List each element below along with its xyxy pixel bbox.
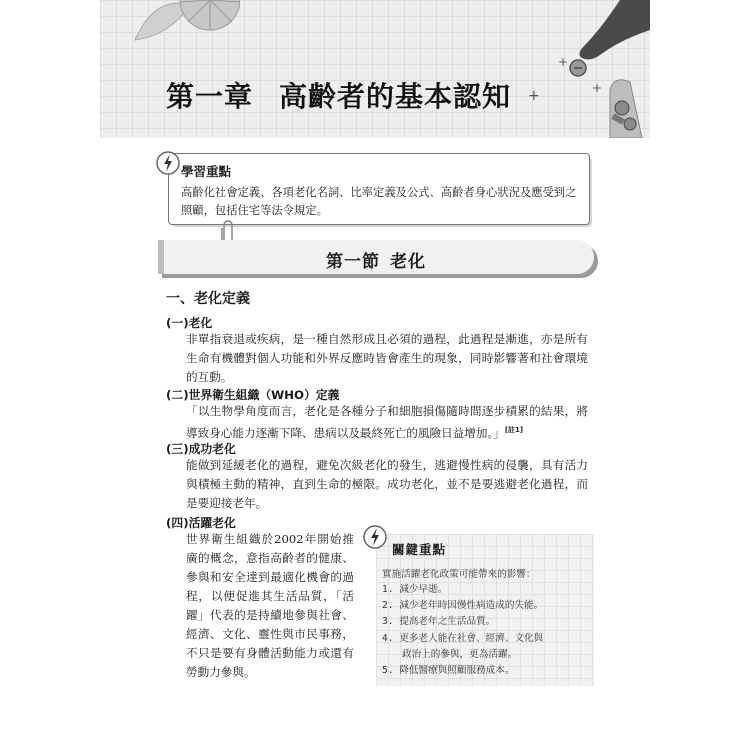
list-item: 1. 減少早逝。 <box>382 584 448 595</box>
list-item: 4. 更多老人能在社會、經濟、文化與 <box>382 632 544 644</box>
section-bar <box>158 240 594 274</box>
lightning-icon <box>155 150 181 176</box>
svg-text:+: + <box>528 88 540 104</box>
list-item: 5. 降低醫療與照顧服務成本。 <box>382 665 515 677</box>
section-number: 第一節 <box>326 252 380 272</box>
keypoints-heading: 關鍵重點 <box>392 542 447 557</box>
article-heading: 一、老化定義 <box>166 291 250 307</box>
keypoints-intro: 實施活躍老化政策可能帶來的影響： <box>382 569 536 580</box>
chapter-number: 第一章 <box>166 80 254 113</box>
chapter-header <box>100 0 650 138</box>
section-title <box>158 247 594 272</box>
list-item: 2. 減少老年時因慢性病造成的失能。 <box>382 600 544 612</box>
lightning-icon <box>362 524 388 550</box>
svg-text:+: + <box>558 55 569 69</box>
chapter-name: 高齡者的基本認知 <box>279 80 512 113</box>
item-text: 世界衛生組織於2002年開始推廣的概念，意指高齡者的健康、參與和安全達到最適化機會的過程，以便促進其生活品質，「活躍」代表的是持續地參與社會、經濟、文化、靈性與市民事務，不只是要有身體活動能力或還有勞動力參與。 <box>186 532 354 679</box>
item-label: (四)活躍老化 <box>166 516 236 530</box>
footnote-marker[interactable]: [註1] <box>504 426 524 434</box>
list-item-continuation: 政治上的參與，更為活躍。 <box>402 648 518 660</box>
item-label: (二)世界衛生組織（WHO）定義 <box>166 388 340 402</box>
item-text <box>186 402 588 443</box>
coin-hand-icon <box>510 0 650 138</box>
item-text: 非單指衰退或疾病，是一種自然形成且必須的過程，此過程是漸進，亦是所有生命有機體對個人功能和外界反應時皆會產生的現象，同時影響著和社會環境的互動。 <box>186 332 588 384</box>
chapter-title <box>166 75 511 115</box>
learning-heading: 學習重點 <box>181 164 232 179</box>
learning-body: 高齡化社會定義、各項老化名詞、比率定義及公式、高齡者身心狀況及應受到之照顧，包括住宅等法令規定。 <box>181 186 577 217</box>
page <box>100 0 650 750</box>
list-item: 3. 提高老年之生活品質。 <box>382 616 496 628</box>
item-label: (三)成功老化 <box>166 442 236 456</box>
svg-text:+: + <box>592 81 603 95</box>
leaf-decoration-icon <box>130 0 240 70</box>
section-name: 老化 <box>390 252 426 272</box>
item-text-body: 「以生物學角度而言，老化是各種分子和細胞損傷隨時間逐步積累的結果，將導致身心能力逐漸下降、患病以及最終死亡的風險日益增加。」 <box>186 404 588 440</box>
item-text: 能做到延緩老化的過程，避免次級老化的發生，逃避慢性病的侵襲，具有活力與積極主動的精神，直到生命的極限。成功老化，並不是要逃避老化過程，而是要迎接老年。 <box>186 458 588 510</box>
item-label: (一)老化 <box>166 316 213 330</box>
keypoints-list <box>382 582 592 679</box>
learning-box <box>168 153 590 225</box>
